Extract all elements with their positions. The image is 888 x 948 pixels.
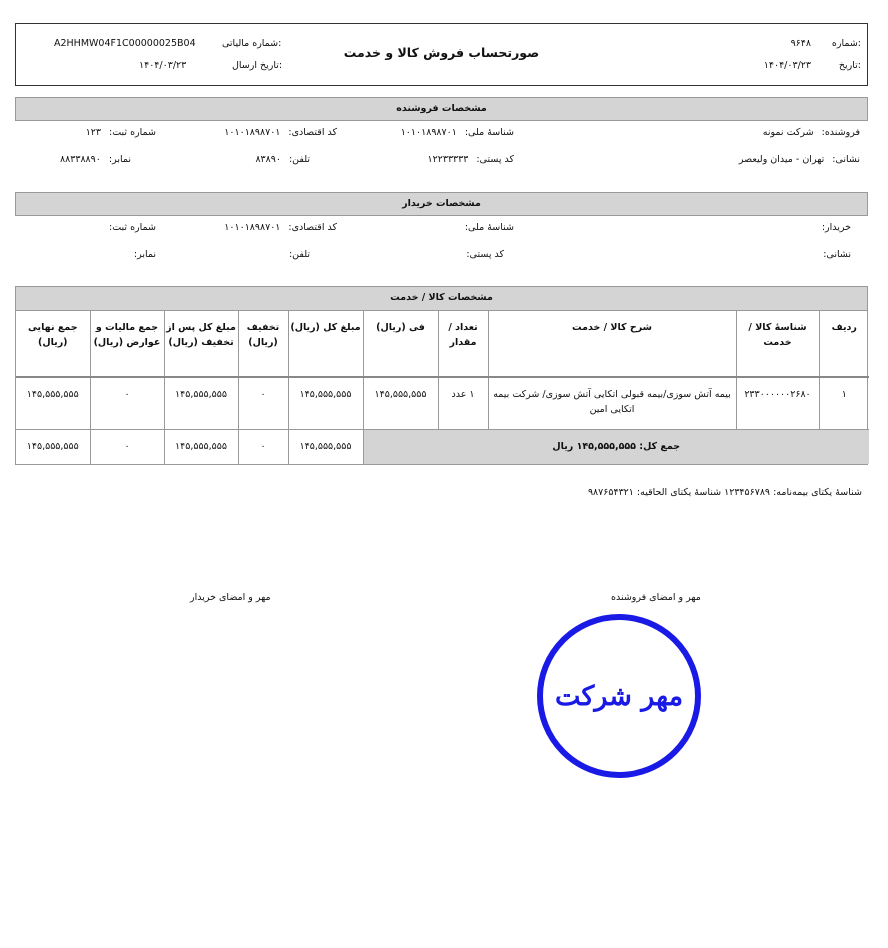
cell-code: ۲۳۳۰۰۰۰۰۰۲۶۸۰: [736, 377, 819, 429]
seller-address-label: نشانی:: [832, 154, 860, 165]
seller-reg-number-field: [86, 127, 156, 138]
column-header-total: مبلغ کل (ریال): [288, 311, 363, 377]
buyer-signature-label: مهر و امضای خریدار: [190, 592, 271, 603]
column-header-discount: تخفیف (ریال): [238, 311, 288, 377]
buyer-fax-label: نمابر:: [133, 249, 156, 260]
seller-postal-code-field: [428, 154, 514, 165]
seller-address-field: [739, 154, 860, 165]
buyer-national-id-label: شناسهٔ ملی:: [464, 222, 514, 233]
column-header-unit-price: فی (ریال): [363, 311, 438, 377]
seller-phone-label: تلفن:: [288, 154, 310, 165]
buyer-address-field: [823, 249, 851, 260]
buyer-postal-code-label: کد پستی:: [466, 249, 504, 260]
buyer-section: [15, 192, 868, 272]
buyer-address-label: نشانی:: [823, 249, 851, 260]
goods-table-header-row: [16, 311, 869, 377]
buyer-reg-number-label: شماره ثبت:: [109, 222, 156, 233]
buyer-reg-number-field: [109, 222, 156, 233]
buyer-fax-field: [134, 249, 156, 260]
totals-final: ۱۴۵,۵۵۵,۵۵۵: [16, 429, 90, 464]
invoice-date-value: ۱۴۰۴/۰۳/۲۳: [763, 60, 811, 71]
buyer-section-title: مشخصات خریدار: [15, 192, 868, 216]
totals-total: ۱۴۵,۵۵۵,۵۵۵: [288, 429, 363, 464]
seller-reg-number-label: شماره ثبت:: [109, 127, 156, 138]
seller-section: [15, 97, 868, 177]
send-date-value: ۱۴۰۴/۰۳/۲۳: [139, 60, 187, 71]
cell-discount: ۰: [238, 377, 288, 429]
seller-reg-number-value: ۱۲۳: [85, 127, 102, 138]
cell-tax: ۰: [90, 377, 164, 429]
buyer-phone-field: [289, 249, 310, 260]
invoice-title: صورتحساب فروش کالا و خدمت: [343, 45, 540, 60]
cell-row-number: ۱: [819, 377, 869, 429]
totals-after-discount: ۱۴۵,۵۵۵,۵۵۵: [164, 429, 238, 464]
seller-economic-code-field: [224, 127, 337, 138]
table-row: [16, 377, 869, 429]
tax-number-value: A2HHMW04F1C00000025B04: [54, 38, 196, 49]
seller-name-value: شرکت نمونه: [762, 127, 814, 138]
column-header-row-number: ردیف: [819, 311, 869, 377]
buyer-economic-code-label: کد اقتصادی:: [288, 222, 337, 233]
goods-section-title: مشخصات کالا / خدمت: [16, 287, 867, 311]
policy-identifier-note: شناسهٔ یکتای بیمه‌نامه: ۱۲۳۴۵۶۷۸۹ شناسهٔ یکتای الحاقیه: ۹۸۷۶۵۴۳۲۱: [587, 487, 862, 498]
cell-after-discount: ۱۴۵,۵۵۵,۵۵۵: [164, 377, 238, 429]
totals-discount: ۰: [238, 429, 288, 464]
seller-name-field: [763, 127, 860, 138]
goods-table: [16, 311, 869, 464]
cell-final: ۱۴۵,۵۵۵,۵۵۵: [26, 389, 79, 400]
seller-economic-code-value: ۱۰۱۰۱۸۹۸۷۰۱: [224, 127, 281, 138]
buyer-economic-code-field: [224, 222, 337, 233]
column-header-tax: جمع مالیات و عوارض (ریال): [90, 311, 164, 377]
seller-section-title: مشخصات فروشنده: [15, 97, 868, 121]
seller-postal-code-label: کد پستی:: [476, 154, 514, 165]
seller-postal-code-value: ۱۲۲۳۳۳۳۳: [427, 154, 469, 165]
buyer-economic-code-value: ۱۰۱۰۱۸۹۸۷۰۱: [224, 222, 281, 233]
totals-tax: ۰: [90, 429, 164, 464]
send-date-label: تاریخ ارسال:: [232, 60, 283, 71]
buyer-name-label: خریدار:: [821, 222, 851, 233]
invoice-number-value: ۹۶۴۸: [790, 38, 811, 49]
seller-fax-value: ۸۸۳۳۸۸۹۰: [60, 154, 101, 165]
seller-national-id-field: [401, 127, 514, 138]
goods-section: [15, 286, 868, 465]
cell-total: ۱۴۵,۵۵۵,۵۵۵: [288, 377, 363, 429]
seller-name-label: فروشنده:: [821, 127, 860, 138]
buyer-national-id-field: [465, 222, 514, 233]
seller-address-value: تهران - میدان ولیعصر: [738, 154, 825, 165]
buyer-postal-code-field: [466, 249, 504, 260]
buyer-phone-label: تلفن:: [288, 249, 310, 260]
grand-total-label: جمع کل: ۱۴۵,۵۵۵,۵۵۵ ریال: [363, 429, 869, 464]
column-header-description: شرح کالا / خدمت: [488, 311, 736, 377]
invoice-date-label: تاریخ:: [838, 60, 861, 71]
tax-number-label: شماره مالیاتی:: [222, 38, 282, 49]
cell-unit-price: ۱۴۵,۵۵۵,۵۵۵: [363, 377, 438, 429]
invoice-number-label: شماره:: [831, 38, 861, 49]
column-header-quantity: تعداد / مقدار: [438, 311, 488, 377]
buyer-name-field: [822, 222, 851, 233]
seller-economic-code-label: کد اقتصادی:: [288, 127, 337, 138]
column-header-after-discount: مبلغ کل پس از تخفیف (ریال): [164, 311, 238, 377]
seller-phone-field: [255, 154, 310, 165]
seller-phone-value: ۸۳۸۹۰: [255, 154, 281, 165]
cell-quantity: ۱ عدد: [438, 377, 488, 429]
seller-fax-label: نمابر:: [108, 154, 131, 165]
seller-national-id-label: شناسهٔ ملی:: [464, 127, 514, 138]
seller-national-id-value: ۱۰۱۰۱۸۹۸۷۰۱: [400, 127, 457, 138]
seller-fax-field: [60, 154, 131, 165]
seller-signature-label: مهر و امضای فروشنده: [611, 592, 701, 603]
column-header-code: شناسهٔ کالا / خدمت: [736, 311, 819, 377]
invoice-header: [15, 23, 868, 86]
company-stamp: [537, 614, 701, 778]
company-stamp-text: مهر شرکت: [554, 680, 684, 712]
column-header-final: جمع نهایی (ریال): [16, 311, 90, 377]
totals-row: [16, 429, 869, 464]
cell-description: بیمه آتش سوزی/بیمه قبولی اتکایی آتش سوزی/ شرکت بیمه اتکایی امین: [488, 377, 736, 429]
